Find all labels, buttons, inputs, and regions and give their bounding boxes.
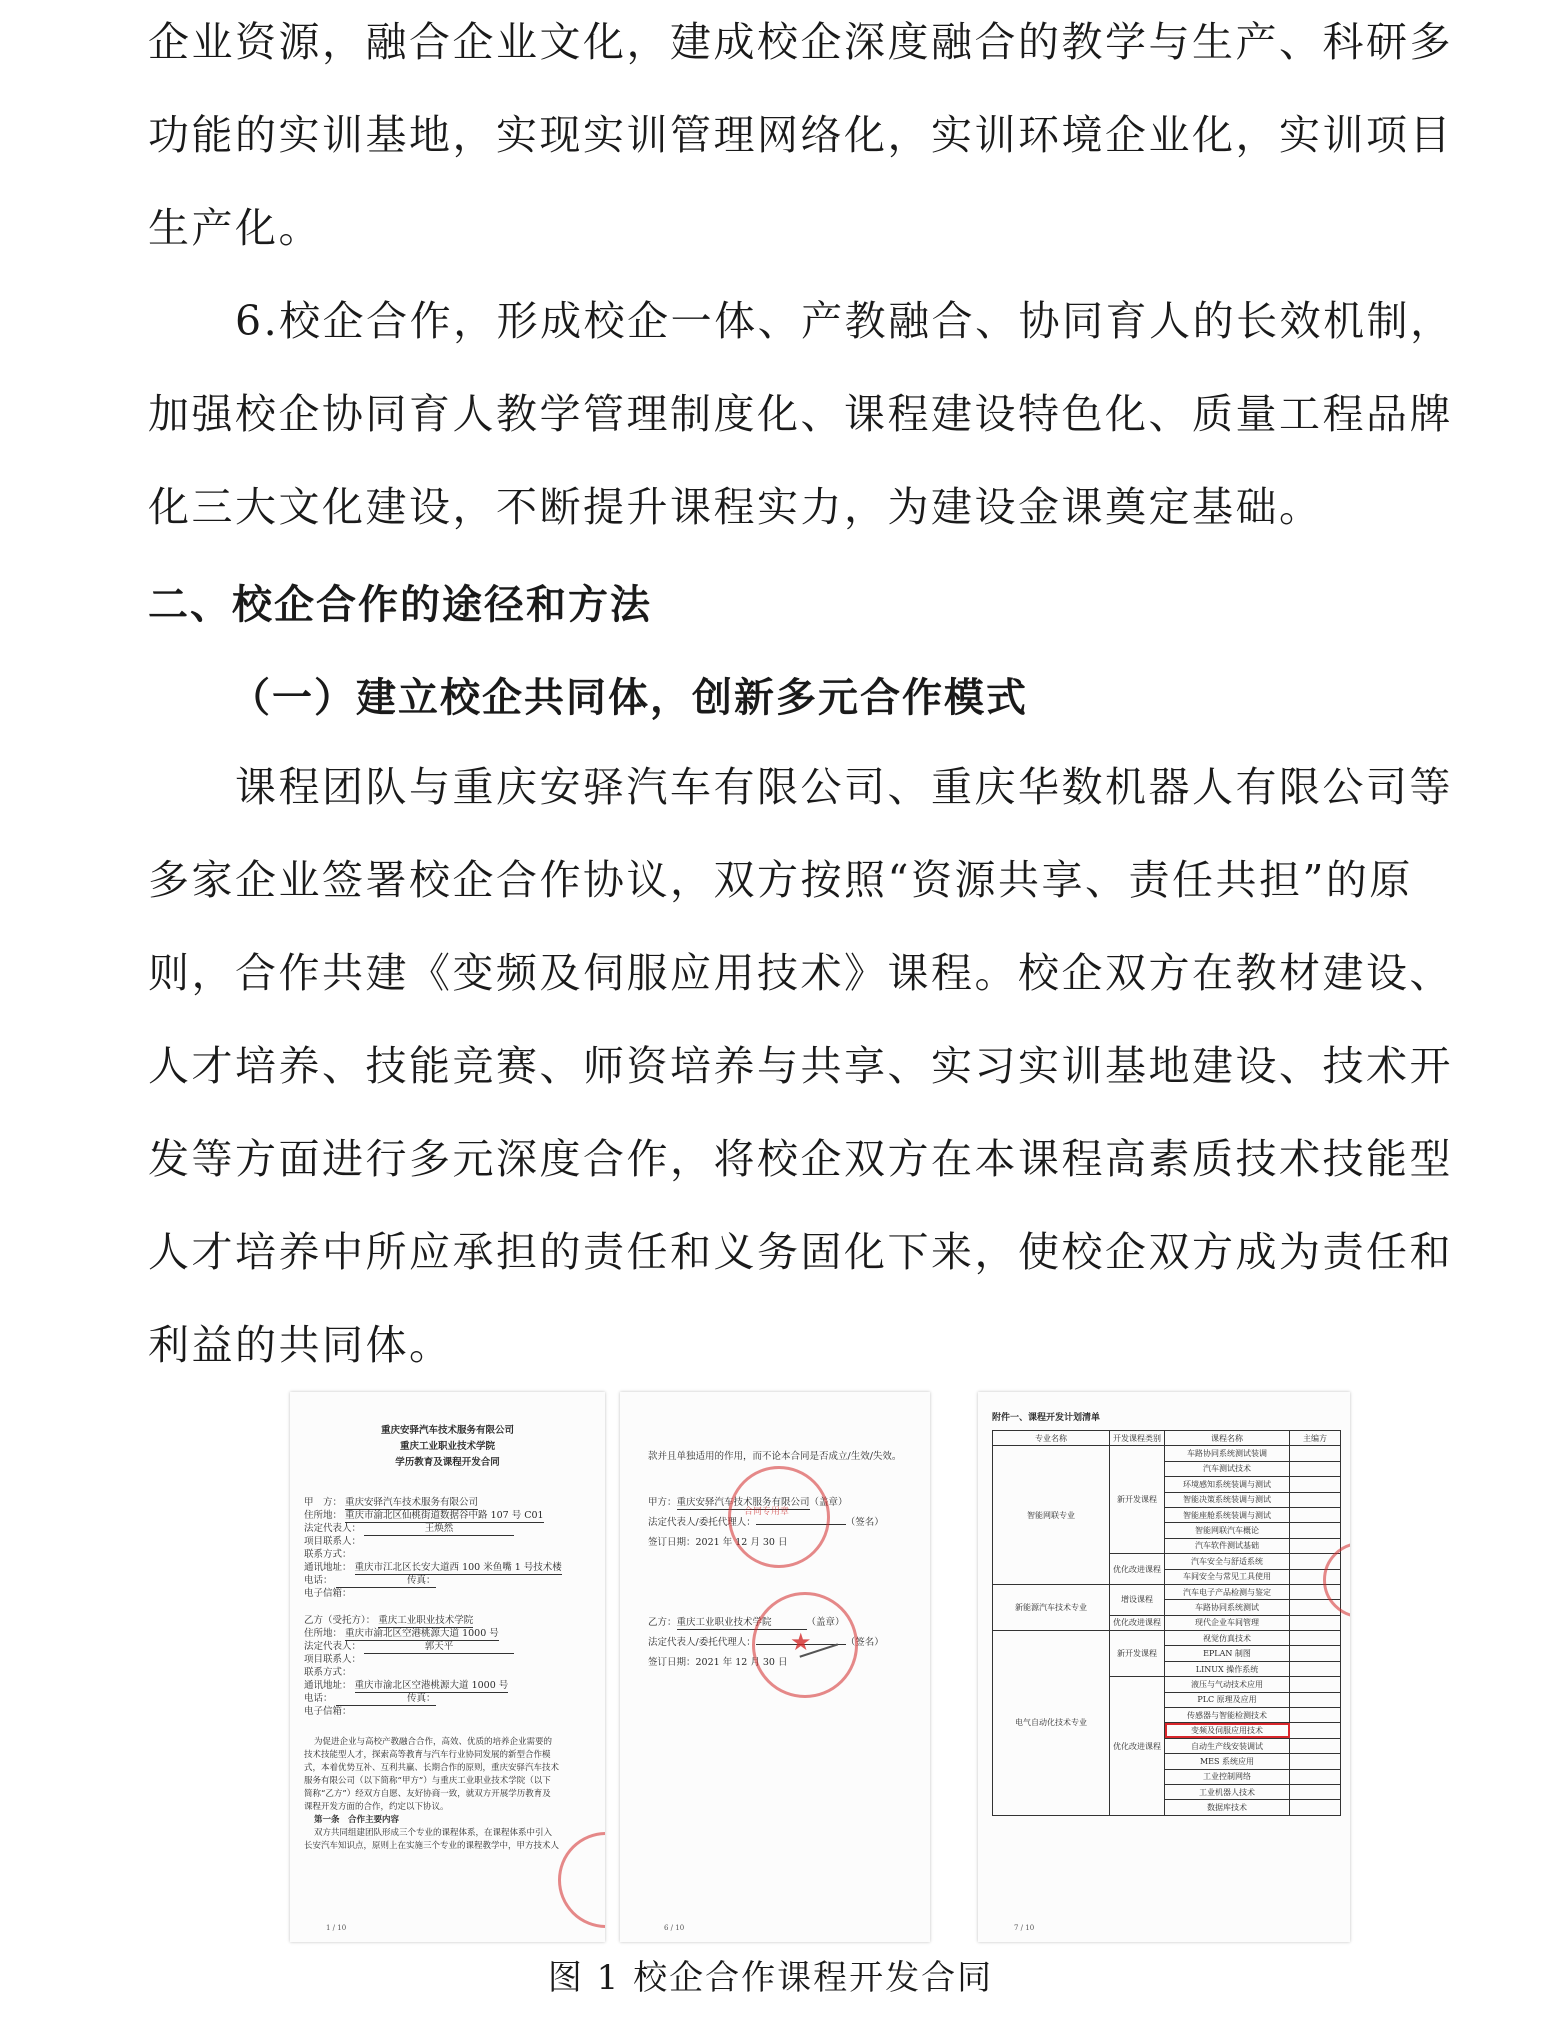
- course-type-cell: 新开发课程: [1110, 1631, 1165, 1677]
- field-label: 住所地：: [304, 1510, 343, 1521]
- field-suffix: （签名）: [845, 1517, 884, 1528]
- text-line: 利益的共同体。: [148, 1321, 453, 1369]
- major-cell: 新能源汽车技术专业: [993, 1584, 1110, 1630]
- field-label: 住所地：: [304, 1628, 343, 1639]
- table-row: [993, 1446, 1341, 1461]
- field-label: 电话：: [304, 1575, 333, 1586]
- editor-cell: [1290, 1738, 1341, 1753]
- course-name-cell: 智能座舱系统装调与测试: [1165, 1507, 1290, 1522]
- course-type-cell: 优化改进课程: [1110, 1554, 1165, 1585]
- text-line: 则，合作共建《变频及伺服应用技术》课程。校企双方在教材建设、: [148, 949, 1453, 997]
- text-line: 生产化。: [148, 204, 322, 252]
- body-line: 长安汽车知识点，原则上在实施三个专业的课程教学中，甲方技术人: [304, 1841, 560, 1851]
- body-line: 式，本着优势互补、互利共赢、长期合作的原则，重庆安驿汽车技术: [304, 1763, 560, 1773]
- course-name-cell: 液压与气动技术应用: [1165, 1677, 1290, 1692]
- section-heading: 二、校企合作的途径和方法: [148, 582, 652, 628]
- course-name-cell: PLC 原理及应用: [1165, 1692, 1290, 1707]
- table-body: [993, 1446, 1341, 1815]
- course-name-cell: 汽车安全与舒适系统: [1165, 1554, 1290, 1569]
- field-label: 电子信箱：: [304, 1588, 352, 1599]
- field-label: 乙方（受托方）：: [304, 1615, 376, 1626]
- course-name-cell: 传感器与智能检测技术: [1165, 1708, 1290, 1723]
- field-label: 甲方：: [648, 1497, 677, 1508]
- contract-title-school: 重庆工业职业技术学院: [399, 1441, 495, 1452]
- field-label: 法定代表人：: [304, 1641, 362, 1652]
- major-cell: 智能网联专业: [993, 1446, 1110, 1585]
- editor-cell: [1290, 1708, 1341, 1723]
- field-value: 重庆市渝北区空港桃源大道 1000 号: [354, 1680, 509, 1691]
- field-label: 项目联系人：: [304, 1654, 362, 1665]
- course-name-cell: 环境感知系统装调与测试: [1165, 1477, 1290, 1492]
- course-type-cell: 增设课程: [1110, 1584, 1165, 1615]
- editor-cell: [1290, 1784, 1341, 1799]
- figure-caption: 图 1 校企合作课程开发合同: [547, 1958, 994, 1998]
- contract-page-1: [290, 1392, 605, 1942]
- editor-cell: [1290, 1800, 1341, 1815]
- text-line: 化三大文化建设，不断提升课程实力，为建设金课奠定基础。: [148, 483, 1323, 531]
- contract-figure: [290, 1392, 1390, 1942]
- table-row: [993, 1631, 1341, 1646]
- editor-cell: [1290, 1492, 1341, 1507]
- appendix-title: 附件一、课程开发计划清单: [992, 1413, 1101, 1423]
- course-name-cell: 现代企业车间管理: [1165, 1615, 1290, 1630]
- field-value: 2021 年 12 月 30 日: [695, 1657, 788, 1668]
- text-line: 加强校企协同育人教学管理制度化、课程建设特色化、质量工程品牌: [148, 390, 1453, 438]
- course-name-cell: 智能决策系统装调与测试: [1165, 1492, 1290, 1507]
- major-cell: 电气自动化技术专业: [993, 1631, 1110, 1816]
- contract-page-2: [620, 1392, 930, 1942]
- field-value: 重庆市渝北区空港桃源大道 1000 号: [345, 1628, 499, 1639]
- course-name-cell: EPLAN 制图: [1165, 1646, 1290, 1661]
- course-name-cell: 车路协同系统测试装调: [1165, 1446, 1290, 1461]
- table-header-row: [993, 1431, 1341, 1446]
- field-value: 重庆安驿汽车技术服务有限公司: [676, 1497, 810, 1508]
- editor-cell: [1290, 1615, 1341, 1630]
- field-value: 王焕然: [364, 1522, 514, 1536]
- field-value: 传真：: [336, 1574, 436, 1588]
- text-line: 多家企业签署校企合作协议，双方按照“资源共享、责任共担”的原: [148, 856, 1413, 904]
- text-line: 人才培养中所应承担的责任和义务固化下来，使校企双方成为责任和: [148, 1228, 1453, 1276]
- seal-stamp: [558, 1832, 605, 1928]
- field-label: 甲 方：: [304, 1497, 343, 1508]
- course-name-cell: 车间安全与常见工具使用: [1165, 1569, 1290, 1584]
- editor-cell: [1290, 1461, 1341, 1476]
- field-suffix: （签名）: [845, 1637, 884, 1648]
- field-value: 重庆安驿汽车技术服务有限公司: [345, 1497, 479, 1508]
- field-suffix: （盖章）: [806, 1617, 845, 1628]
- course-name-cell: 智能网联汽车概论: [1165, 1523, 1290, 1538]
- column-header: 课程名称: [1165, 1431, 1290, 1446]
- field-value: 重庆市江北区长安大道西 100 米鱼嘴 1 号技术楼: [354, 1562, 562, 1573]
- field-value: 传真：: [336, 1692, 436, 1706]
- seal-label: 合同专用章: [744, 1507, 790, 1517]
- course-type-cell: 新开发课程: [1110, 1446, 1165, 1554]
- page-number: 1 / 10: [326, 1924, 347, 1932]
- column-header: 开发课程类别: [1110, 1431, 1165, 1446]
- contract-page-3: [978, 1392, 1350, 1942]
- column-header: 专业名称: [993, 1431, 1110, 1446]
- editor-cell: [1290, 1631, 1341, 1646]
- contract-title-name: 学历教育及课程开发合同: [395, 1457, 500, 1468]
- field-value: 重庆市渝北区仙桃街道数据谷中路 107 号 C01: [345, 1510, 544, 1521]
- page-number: 7 / 10: [1014, 1924, 1035, 1932]
- course-name-cell: 工业机器人技术: [1165, 1784, 1290, 1799]
- course-name-cell: 数据库技术: [1165, 1800, 1290, 1815]
- course-type-cell: 优化改进课程: [1110, 1615, 1165, 1630]
- editor-cell: [1290, 1477, 1341, 1492]
- body-line: 第一条 合作主要内容: [314, 1815, 400, 1825]
- field-label: 通讯地址：: [304, 1562, 352, 1573]
- text-line: 功能的实训基地，实现实训管理网络化，实训环境企业化，实训项目: [148, 111, 1453, 159]
- text-line: 课程团队与重庆安驿汽车有限公司、重庆华数机器人有限公司等: [148, 763, 1453, 811]
- course-name-cell: 自动生产线安装调试: [1165, 1738, 1290, 1753]
- text-line: 6.校企合作，形成校企一体、产教融合、协同育人的长效机制，: [148, 297, 1454, 345]
- body-line: 双方共同组建团队形成三个专业的课程体系，在课程体系中引入: [314, 1828, 553, 1838]
- column-header: 主编方: [1290, 1431, 1341, 1446]
- course-type-cell: 优化改进课程: [1110, 1677, 1165, 1816]
- course-plan-table: [992, 1430, 1341, 1816]
- star-icon: ★: [790, 1628, 812, 1656]
- field-label: 乙方：: [648, 1617, 677, 1628]
- table-row: [993, 1584, 1341, 1599]
- field-value: 重庆工业职业技术学院: [378, 1615, 474, 1626]
- editor-cell: [1290, 1538, 1341, 1553]
- editor-cell: [1290, 1677, 1341, 1692]
- editor-cell: [1290, 1507, 1341, 1522]
- course-name-cell: 汽车测试技术: [1165, 1461, 1290, 1476]
- editor-cell: [1290, 1661, 1341, 1676]
- body-line: 简称“乙方”）经双方自愿、友好协商一致，就双方开展学历教育及: [304, 1789, 551, 1799]
- course-name-cell: 车路协同系统测试: [1165, 1600, 1290, 1615]
- editor-cell: [1290, 1769, 1341, 1784]
- course-name-cell: MES 系统应用: [1165, 1754, 1290, 1769]
- body-line: 技术技能型人才，探索高等教育与汽车行业协同发展的新型合作模: [304, 1750, 551, 1760]
- editor-cell: [1290, 1446, 1341, 1461]
- field-value: 郭天平: [364, 1640, 514, 1654]
- company-seal-stamp: [728, 1466, 830, 1568]
- field-label: 法定代表人/委托代理人：: [648, 1517, 756, 1528]
- body-line: 款并且单独适用的作用，而不论本合同是否成立/生效/失效。: [648, 1451, 902, 1462]
- field-value: 重庆工业职业技术学院: [677, 1616, 807, 1630]
- text-line: 发等方面进行多元深度合作，将校企双方在本课程高素质技术技能型: [148, 1135, 1453, 1183]
- body-line: 为促进企业与高校产教融合合作，高效、优质的培养企业需要的: [314, 1737, 553, 1747]
- editor-cell: [1290, 1754, 1341, 1769]
- field-label: 通讯地址：: [304, 1680, 352, 1691]
- field-label: 法定代表人/委托代理人：: [648, 1637, 756, 1648]
- field-label: 电子信箱：: [304, 1706, 352, 1717]
- body-line: 课程开发方面的合作，约定以下协议。: [304, 1802, 449, 1812]
- editor-cell: [1290, 1723, 1341, 1738]
- field-label: 法定代表人：: [304, 1523, 362, 1534]
- editor-cell: [1290, 1523, 1341, 1538]
- field-label: 联系方式：: [304, 1549, 352, 1560]
- page-number: 6 / 10: [664, 1924, 685, 1932]
- course-name-cell: 工业控制网络: [1165, 1769, 1290, 1784]
- text-line: 企业资源，融合企业文化，建成校企深度融合的教学与生产、科研多: [148, 18, 1453, 66]
- field-label: 项目联系人：: [304, 1536, 362, 1547]
- field-label: 签订日期：: [648, 1657, 696, 1668]
- course-name-cell: 变频及伺服应用技术: [1165, 1723, 1290, 1738]
- field-value: 2021 年 12 月 30 日: [695, 1537, 788, 1548]
- subsection-heading: （一）建立校企共同体，创新多元合作模式: [230, 675, 1028, 721]
- contract-title-company: 重庆安驿汽车技术服务有限公司: [380, 1425, 514, 1436]
- field-label: 电话：: [304, 1693, 333, 1704]
- course-name-cell: 汽车电子产品检测与鉴定: [1165, 1584, 1290, 1599]
- field-label: 联系方式：: [304, 1667, 352, 1678]
- body-line: 服务有限公司（以下简称“甲方”）与重庆工业职业技术学院（以下: [304, 1776, 551, 1786]
- course-name-cell: LINUX 操作系统: [1165, 1661, 1290, 1676]
- text-line: 人才培养、技能竞赛、师资培养与共享、实习实训基地建设、技术开: [148, 1042, 1453, 1090]
- field-label: 签订日期：: [648, 1537, 696, 1548]
- course-name-cell: 视觉仿真技术: [1165, 1631, 1290, 1646]
- course-name-cell: 汽车软件测试基础: [1165, 1538, 1290, 1553]
- editor-cell: [1290, 1646, 1341, 1661]
- editor-cell: [1290, 1692, 1341, 1707]
- field-suffix: （盖章）: [809, 1497, 848, 1508]
